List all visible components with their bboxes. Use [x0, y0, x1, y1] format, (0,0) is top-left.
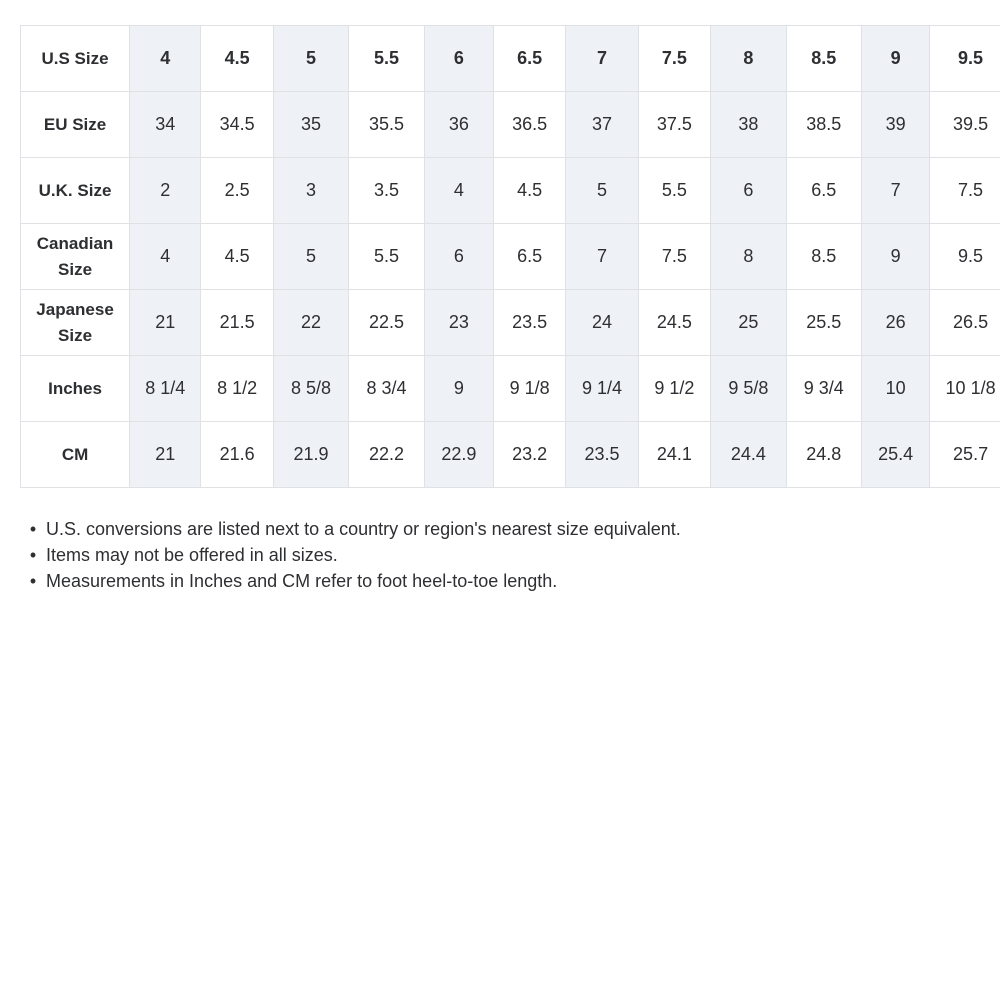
table-cell: 8 1/4 [130, 356, 201, 422]
table-cell: 34.5 [201, 92, 273, 158]
table-cell: 21.9 [273, 422, 348, 488]
table-cell: 9 [424, 356, 493, 422]
table-cell: 21.5 [201, 290, 273, 356]
note-item [28, 516, 681, 542]
table-cell: 24 [566, 290, 638, 356]
table-cell: 23.5 [566, 422, 638, 488]
eu-size-row [21, 92, 1000, 158]
us-size-cell: 5 [273, 26, 348, 92]
row-label-line: Size [58, 325, 93, 345]
table-cell: 25 [711, 290, 786, 356]
table-cell: 25.5 [786, 290, 861, 356]
table-cell: 24.8 [786, 422, 861, 488]
table-cell: 7.5 [638, 224, 710, 290]
table-cell: 26.5 [930, 290, 1000, 356]
table-cell: 22.9 [424, 422, 493, 488]
table-cell: 3.5 [349, 158, 424, 224]
row-label-canadian-size [21, 224, 130, 290]
table-cell: 21.6 [201, 422, 273, 488]
table-cell: 5.5 [638, 158, 710, 224]
us-size-cell: 4.5 [201, 26, 273, 92]
us-size-cell: 5.5 [349, 26, 424, 92]
size-chart [20, 25, 1000, 488]
row-label-us-size: U.S Size [21, 26, 130, 92]
note-item [28, 542, 681, 568]
table-cell: 7 [566, 224, 638, 290]
table-cell: 34 [130, 92, 201, 158]
table-cell: 5 [566, 158, 638, 224]
table-cell: 22.5 [349, 290, 424, 356]
note-item [28, 568, 681, 594]
note-text: Items may not be offered in all sizes. [46, 545, 338, 565]
bullet-icon: • [29, 571, 37, 591]
us-size-cell: 4 [130, 26, 201, 92]
table-cell: 9.5 [930, 224, 1000, 290]
table-cell: 26 [862, 290, 930, 356]
table-cell: 35 [273, 92, 348, 158]
row-label-line: Japanese [36, 299, 114, 319]
table-cell: 4.5 [201, 224, 273, 290]
bullet-icon: • [29, 519, 37, 539]
table-cell: 35.5 [349, 92, 424, 158]
row-label-line: Size [58, 259, 93, 279]
table-cell: 25.7 [930, 422, 1000, 488]
row-label-inches: Inches [21, 356, 130, 422]
table-cell: 8 3/4 [349, 356, 424, 422]
table-cell: 8 1/2 [201, 356, 273, 422]
table-cell: 23 [424, 290, 493, 356]
table-cell: 10 1/8 [930, 356, 1000, 422]
japanese-size-row [21, 290, 1000, 356]
table-cell: 9 3/4 [786, 356, 861, 422]
note-text: Measurements in Inches and CM refer to foot heel-to-toe length. [46, 571, 558, 591]
us-size-cell: 6.5 [494, 26, 566, 92]
us-size-cell: 6 [424, 26, 493, 92]
table-cell: 23.5 [494, 290, 566, 356]
table-cell: 25.4 [862, 422, 930, 488]
table-cell: 6.5 [786, 158, 861, 224]
table-cell: 9 5/8 [711, 356, 786, 422]
us-size-cell: 7.5 [638, 26, 710, 92]
table-cell: 2.5 [201, 158, 273, 224]
row-label-eu-size: EU Size [21, 92, 130, 158]
us-size-cell: 8.5 [786, 26, 861, 92]
us-size-row [21, 26, 1000, 92]
table-cell: 39 [862, 92, 930, 158]
row-label-uk-size: U.K. Size [21, 158, 130, 224]
table-cell: 24.5 [638, 290, 710, 356]
row-label-japanese-size [21, 290, 130, 356]
table-cell: 24.4 [711, 422, 786, 488]
row-label-cm: CM [21, 422, 130, 488]
table-cell: 7 [862, 158, 930, 224]
table-cell: 22.2 [349, 422, 424, 488]
note-text: U.S. conversions are listed next to a country or region's nearest size equivalent. [46, 519, 681, 539]
table-cell: 38.5 [786, 92, 861, 158]
notes-list [28, 516, 681, 594]
table-cell: 6 [711, 158, 786, 224]
table-cell: 39.5 [930, 92, 1000, 158]
table-cell: 22 [273, 290, 348, 356]
table-cell: 7.5 [930, 158, 1000, 224]
table-cell: 2 [130, 158, 201, 224]
size-conversion-table [20, 25, 1000, 488]
table-cell: 36.5 [494, 92, 566, 158]
table-cell: 24.1 [638, 422, 710, 488]
table-cell: 21 [130, 422, 201, 488]
table-cell: 10 [862, 356, 930, 422]
us-size-cell: 7 [566, 26, 638, 92]
us-size-cell: 9 [862, 26, 930, 92]
table-cell: 5.5 [349, 224, 424, 290]
table-cell: 9 1/4 [566, 356, 638, 422]
inches-row [21, 356, 1000, 422]
row-label-line: Canadian [36, 233, 114, 253]
table-cell: 3 [273, 158, 348, 224]
table-cell: 9 1/8 [494, 356, 566, 422]
us-size-cell: 8 [711, 26, 786, 92]
table-cell: 8 5/8 [273, 356, 348, 422]
table-cell: 5 [273, 224, 348, 290]
table-cell: 8.5 [786, 224, 861, 290]
table-cell: 37.5 [638, 92, 710, 158]
table-cell: 4 [424, 158, 493, 224]
table-cell: 9 1/2 [638, 356, 710, 422]
cm-row [21, 422, 1000, 488]
table-cell: 8 [711, 224, 786, 290]
table-cell: 4 [130, 224, 201, 290]
table-cell: 23.2 [494, 422, 566, 488]
canadian-size-row [21, 224, 1000, 290]
table-cell: 38 [711, 92, 786, 158]
table-cell: 37 [566, 92, 638, 158]
us-size-cell: 9.5 [930, 26, 1000, 92]
bullet-icon: • [29, 545, 37, 565]
uk-size-row [21, 158, 1000, 224]
table-cell: 21 [130, 290, 201, 356]
table-cell: 6.5 [494, 224, 566, 290]
table-cell: 4.5 [494, 158, 566, 224]
table-cell: 6 [424, 224, 493, 290]
table-cell: 36 [424, 92, 493, 158]
table-cell: 9 [862, 224, 930, 290]
